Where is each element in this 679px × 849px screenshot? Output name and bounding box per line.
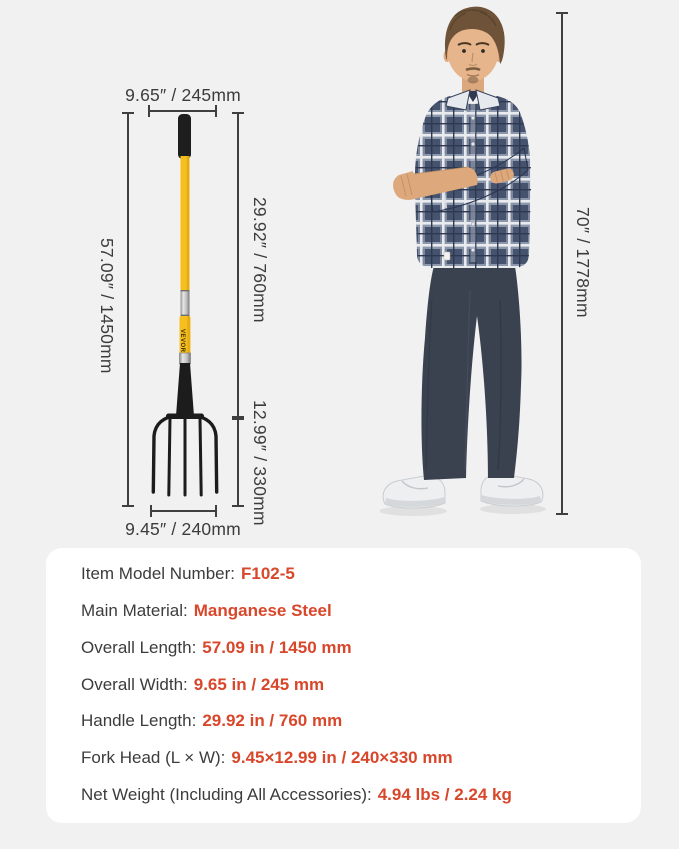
dimension-head-length-label: 12.99″ / 330mm (250, 400, 270, 526)
spec-value: 29.92 in / 760 mm (202, 711, 343, 731)
dimension-overall-length-line (127, 112, 129, 507)
dimension-head-width-line (150, 510, 217, 512)
dimension-head-length-line (237, 418, 239, 507)
spec-row-model-number (81, 556, 621, 593)
spec-value: 9.45×12.99 in / 240×330 mm (231, 747, 453, 767)
dimension-handle-length-label: 29.92″ / 760mm (250, 197, 270, 323)
dimension-person-height-label: 70″ / 1778mm (573, 207, 593, 318)
spec-value: Manganese Steel (193, 601, 332, 621)
spec-label: Overall Width: (81, 674, 188, 694)
dimension-handle-length-line (237, 112, 239, 418)
dimension-person-height-line (561, 12, 563, 515)
sneakers (383, 474, 543, 508)
pitchfork-illustration (140, 105, 230, 515)
spec-label: Item Model Number: (81, 564, 235, 584)
spec-value: 9.65 in / 245 mm (193, 674, 325, 694)
pants (421, 260, 521, 480)
spec-value: 57.09 in / 1450 mm (202, 637, 352, 657)
dimension-top-width-label: 9.65″ / 245mm (125, 85, 241, 105)
spec-row-material (81, 593, 621, 630)
spec-value: 4.94 lbs / 2.24 kg (377, 784, 512, 804)
spec-label: Main Material: (81, 601, 188, 621)
spec-label: Fork Head (L × W): (81, 747, 226, 767)
head (444, 7, 505, 84)
spec-label: Net Weight (Including All Accessories): (81, 784, 372, 804)
spec-row-net-weight (81, 776, 621, 813)
spec-label: Handle Length: (81, 711, 197, 731)
handle-brand-text: VEVOR (179, 329, 185, 353)
dimension-top-width-line (148, 110, 217, 112)
spec-row-fork-head (81, 740, 621, 777)
spec-value: F102-5 (241, 564, 295, 584)
spec-row-overall-width (81, 666, 621, 703)
dimension-overall-length-label: 57.09″ / 1450mm (97, 238, 117, 374)
dimension-head-width-label: 9.45″ / 240mm (125, 519, 241, 539)
fork-handle (178, 114, 191, 364)
fork-head (153, 363, 216, 495)
specifications-panel (46, 548, 641, 823)
person-illustration (380, 0, 565, 525)
spec-row-overall-length (81, 629, 621, 666)
spec-label: Overall Length: (81, 637, 197, 657)
spec-row-handle-length (81, 703, 621, 740)
